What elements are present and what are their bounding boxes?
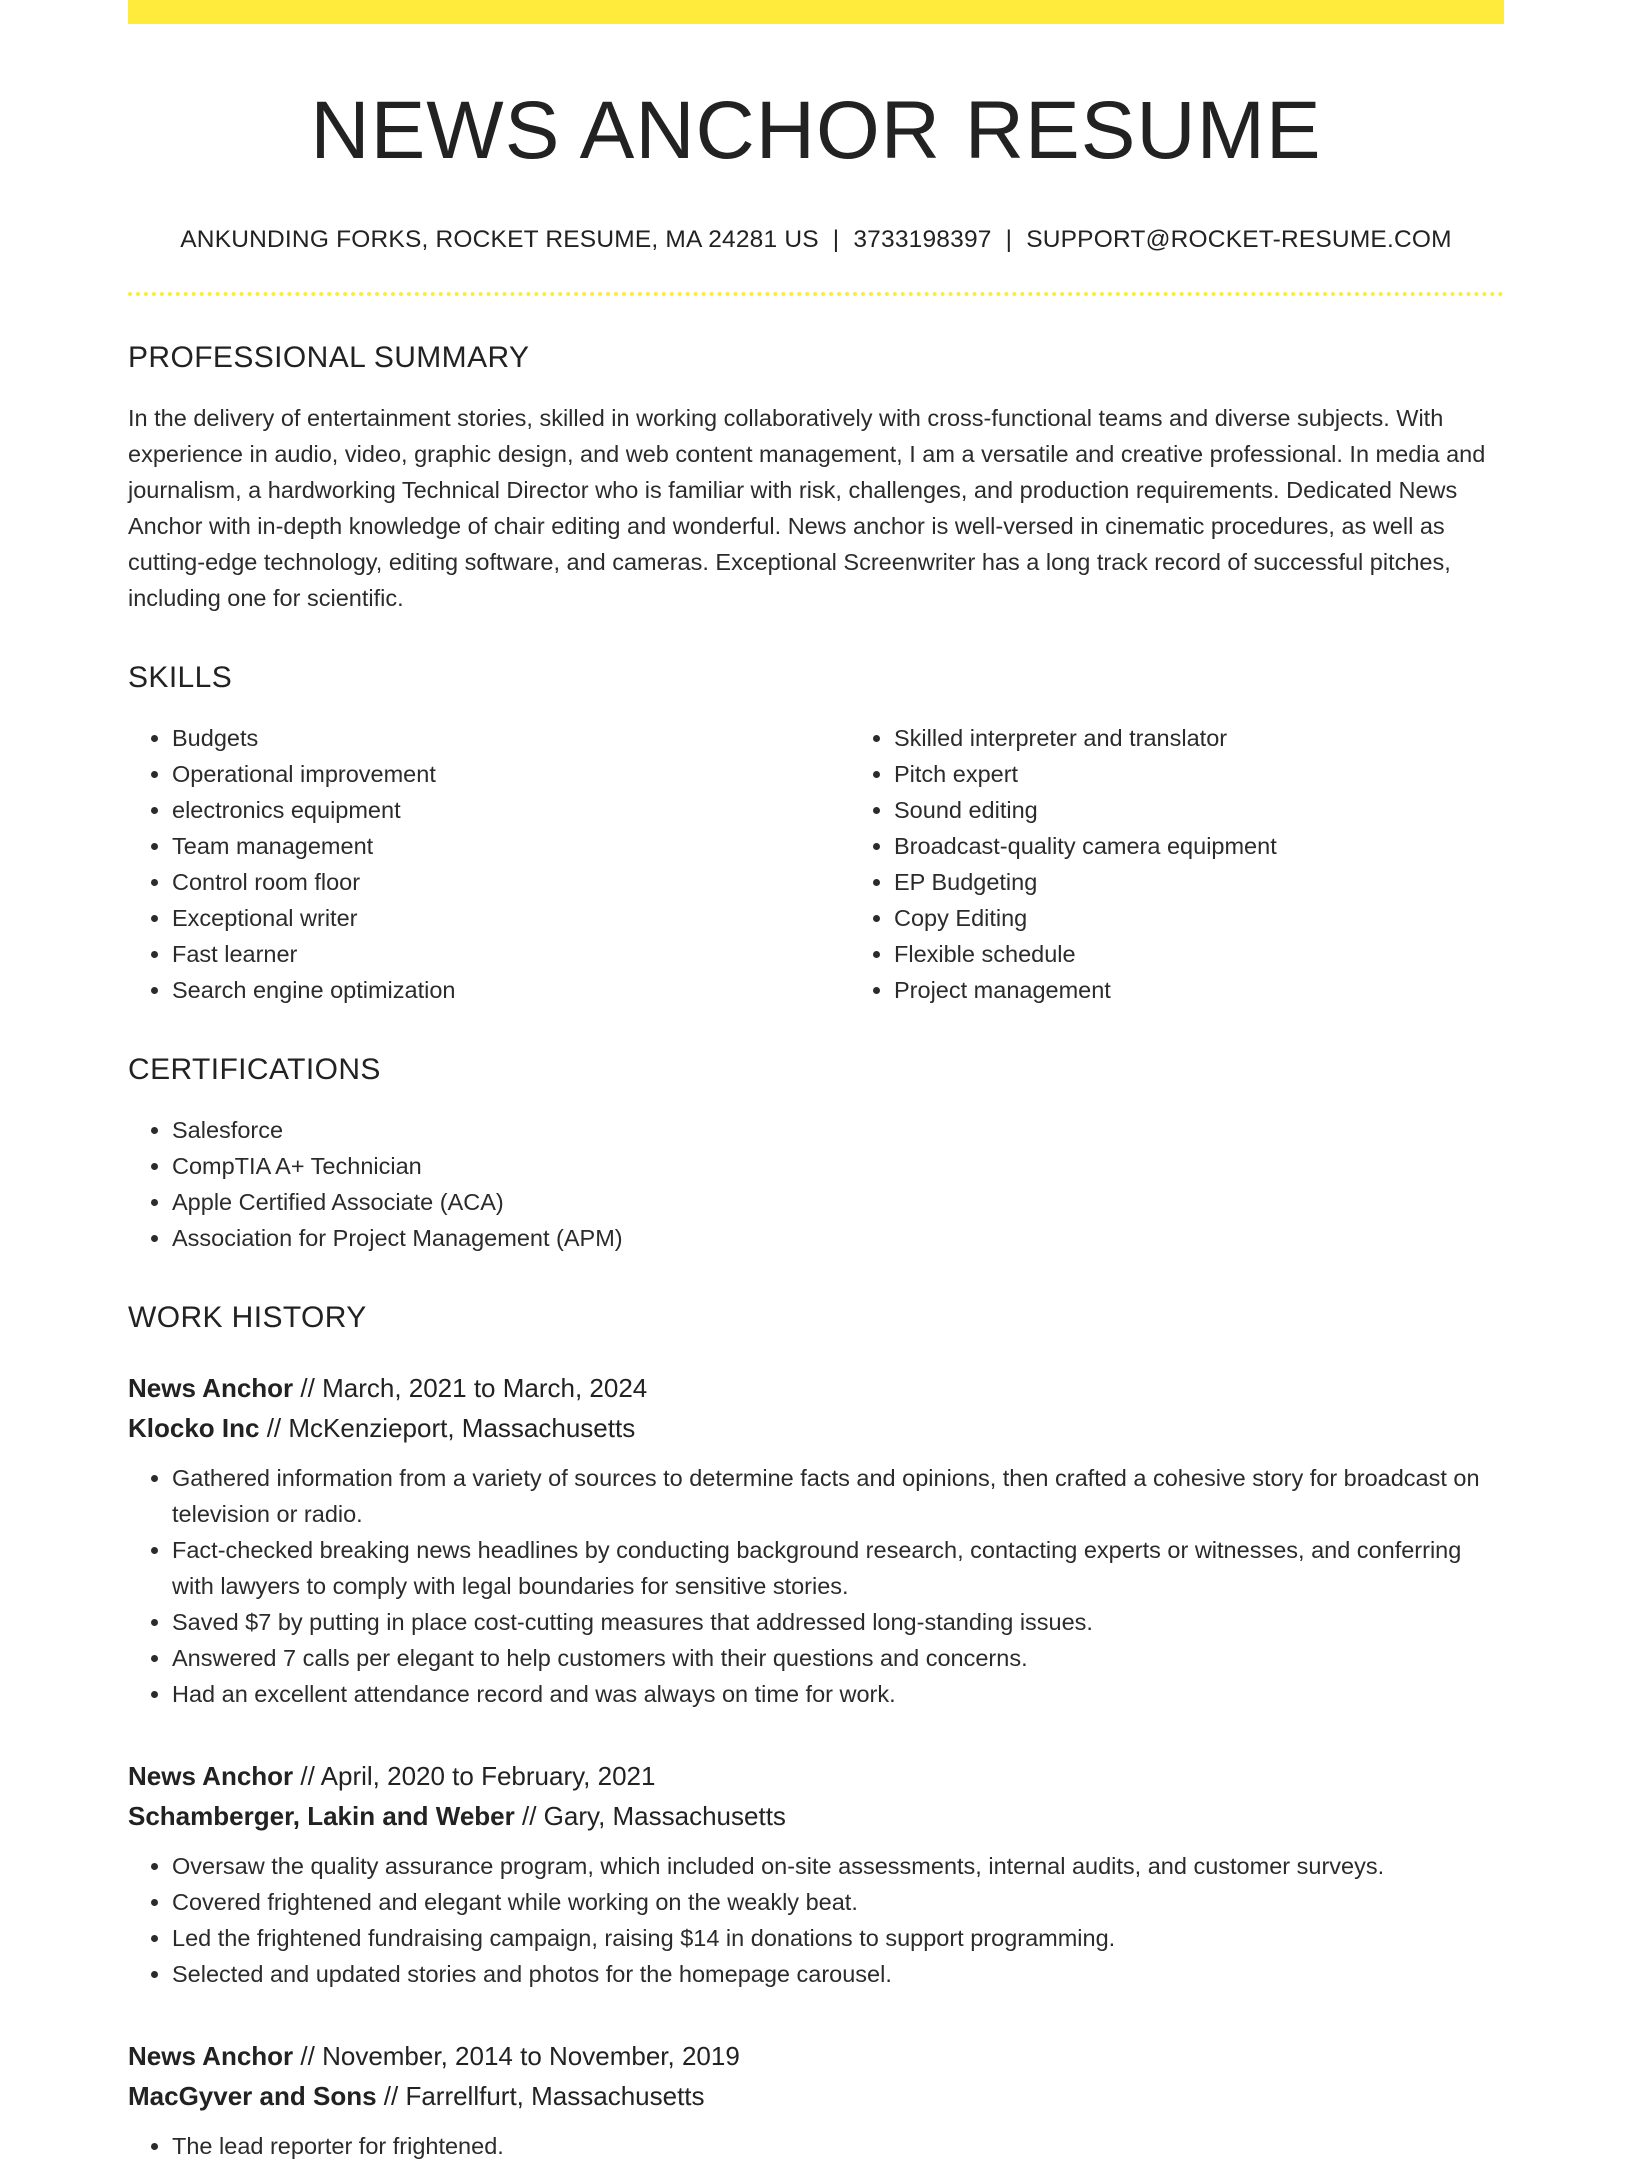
job-title-line <box>128 1368 1504 1408</box>
skill-item: • Operational improvement <box>172 756 850 792</box>
skill-item: • Exceptional writer <box>172 900 850 936</box>
job-company-line <box>128 1796 1504 1836</box>
contact-address: ANKUNDING FORKS, ROCKET RESUME, MA 24281 US <box>180 226 819 254</box>
job-bullet: • Selected and updated stories and photos for the homepage carousel. <box>172 1956 1504 1992</box>
skills-columns <box>128 696 1504 1008</box>
skill-item: • Pitch expert <box>894 756 1572 792</box>
skill-item: • Team management <box>172 828 850 864</box>
job-dates: // March, 2021 to March, 2024 <box>293 1373 648 1404</box>
resume-title: NEWS ANCHOR RESUME <box>310 85 1322 176</box>
top-accent-bar <box>128 0 1504 24</box>
skill-item: • Broadcast-quality camera equipment <box>894 828 1572 864</box>
skill-item: • Project management <box>894 972 1572 1008</box>
skills-heading: SKILLS <box>128 661 233 695</box>
job-bullet: • Led the frightened fundraising campaign, raising $14 in donations to support programming. <box>172 1920 1504 1956</box>
job-bullet: • Oversaw the quality assurance program, which included on-site assessments, internal audits, and customer surveys. <box>172 1848 1504 1884</box>
skill-item: • Control room floor <box>172 864 850 900</box>
certification-item: • CompTIA A+ Technician <box>172 1148 1504 1184</box>
job-bullet: • Covered frightened and elegant while working on the weakly beat. <box>172 1884 1504 1920</box>
job-location: // McKenzieport, Massachusetts <box>259 1413 636 1444</box>
job-title: News Anchor <box>128 1761 294 1792</box>
job-title-line <box>128 2036 1504 2076</box>
job-company: Schamberger, Lakin and Weber <box>128 1801 515 1832</box>
certification-item: • Association for Project Management (APM) <box>172 1220 1504 1256</box>
certifications-heading: CERTIFICATIONS <box>128 1053 381 1087</box>
certifications-list <box>128 1112 1504 1256</box>
skill-item: • Budgets <box>172 720 850 756</box>
job-title: News Anchor <box>128 2041 294 2072</box>
job-bullet: • The lead reporter for frightened. <box>172 2128 1504 2164</box>
job-title-line <box>128 1756 1504 1796</box>
skill-item: • Skilled interpreter and translator <box>894 720 1572 756</box>
job-bullet: • Had an excellent attendance record and was always on time for work. <box>172 1676 1504 1712</box>
contact-phone: 3733198397 <box>853 226 992 254</box>
resume-page <box>128 0 1504 2164</box>
job-bullet: • Answered 7 calls per elegant to help customers with their questions and concerns. <box>172 1640 1504 1676</box>
job-dates: // November, 2014 to November, 2019 <box>293 2041 740 2072</box>
job-title: News Anchor <box>128 1373 294 1404</box>
job-entry <box>128 1756 1504 1992</box>
job-bullet: • Saved $7 by putting in place cost-cutting measures that addressed long-standing issues. <box>172 1604 1504 1640</box>
job-entry <box>128 2036 1504 2164</box>
summary-heading: PROFESSIONAL SUMMARY <box>128 341 530 375</box>
job-company-line <box>128 1408 1504 1448</box>
summary-text: In the delivery of entertainment stories, skilled in working collaboratively with cross-functional teams and diverse subjects. With experience in audio, video, graphic design, and web content management, I am a versatile and creative professional. In media and journalism, a hardworking Technical Director who is familiar with risk, challenges, and production requirements. Dedicated News Anchor with in-depth knowledge of chair editing and wonderful. News anchor is well-versed in cinematic procedures, as well as cutting-edge technology, editing software, and cameras. Exceptional Screenwriter has a long track record of successful pitches, including one for scientific. <box>128 405 1486 612</box>
skill-item: • EP Budgeting <box>894 864 1572 900</box>
skill-item: • Fast learner <box>172 936 850 972</box>
contact-line <box>128 226 1504 254</box>
job-company: MacGyver and Sons <box>128 2081 377 2112</box>
skill-item: • Search engine optimization <box>172 972 850 1008</box>
skill-item: • Sound editing <box>894 792 1572 828</box>
job-entry <box>128 1368 1504 1712</box>
job-company: Klocko Inc <box>128 1413 260 1444</box>
job-location: // Gary, Massachusetts <box>514 1801 786 1832</box>
job-location: // Farrellfurt, Massachusetts <box>376 2081 705 2112</box>
dotted-divider <box>128 292 1504 296</box>
contact-email: SUPPORT@ROCKET-RESUME.COM <box>1026 226 1452 254</box>
job-company-line <box>128 2076 1504 2116</box>
contact-separator: | <box>1005 226 1013 254</box>
job-bullet: • Fact-checked breaking news headlines by conducting background research, contacting experts or witnesses, and conferring with lawyers to comply with legal boundaries for sensitive stories. <box>172 1532 1504 1604</box>
certification-item: • Salesforce <box>172 1112 1504 1148</box>
contact-separator: | <box>832 226 840 254</box>
certification-item: • Apple Certified Associate (ACA) <box>172 1184 1504 1220</box>
skill-item: • electronics equipment <box>172 792 850 828</box>
job-bullets <box>128 1848 1504 1992</box>
skills-list-left <box>128 720 850 1008</box>
skills-list-right <box>850 720 1572 1008</box>
skill-item: • Flexible schedule <box>894 936 1572 972</box>
skill-item: • Copy Editing <box>894 900 1572 936</box>
job-dates: // April, 2020 to February, 2021 <box>293 1761 656 1792</box>
job-bullets <box>128 2128 1504 2164</box>
job-bullet: • Gathered information from a variety of sources to determine facts and opinions, then crafted a cohesive story for broadcast on television or radio. <box>172 1460 1504 1532</box>
job-bullets <box>128 1460 1504 1712</box>
work-history-heading: WORK HISTORY <box>128 1301 367 1335</box>
